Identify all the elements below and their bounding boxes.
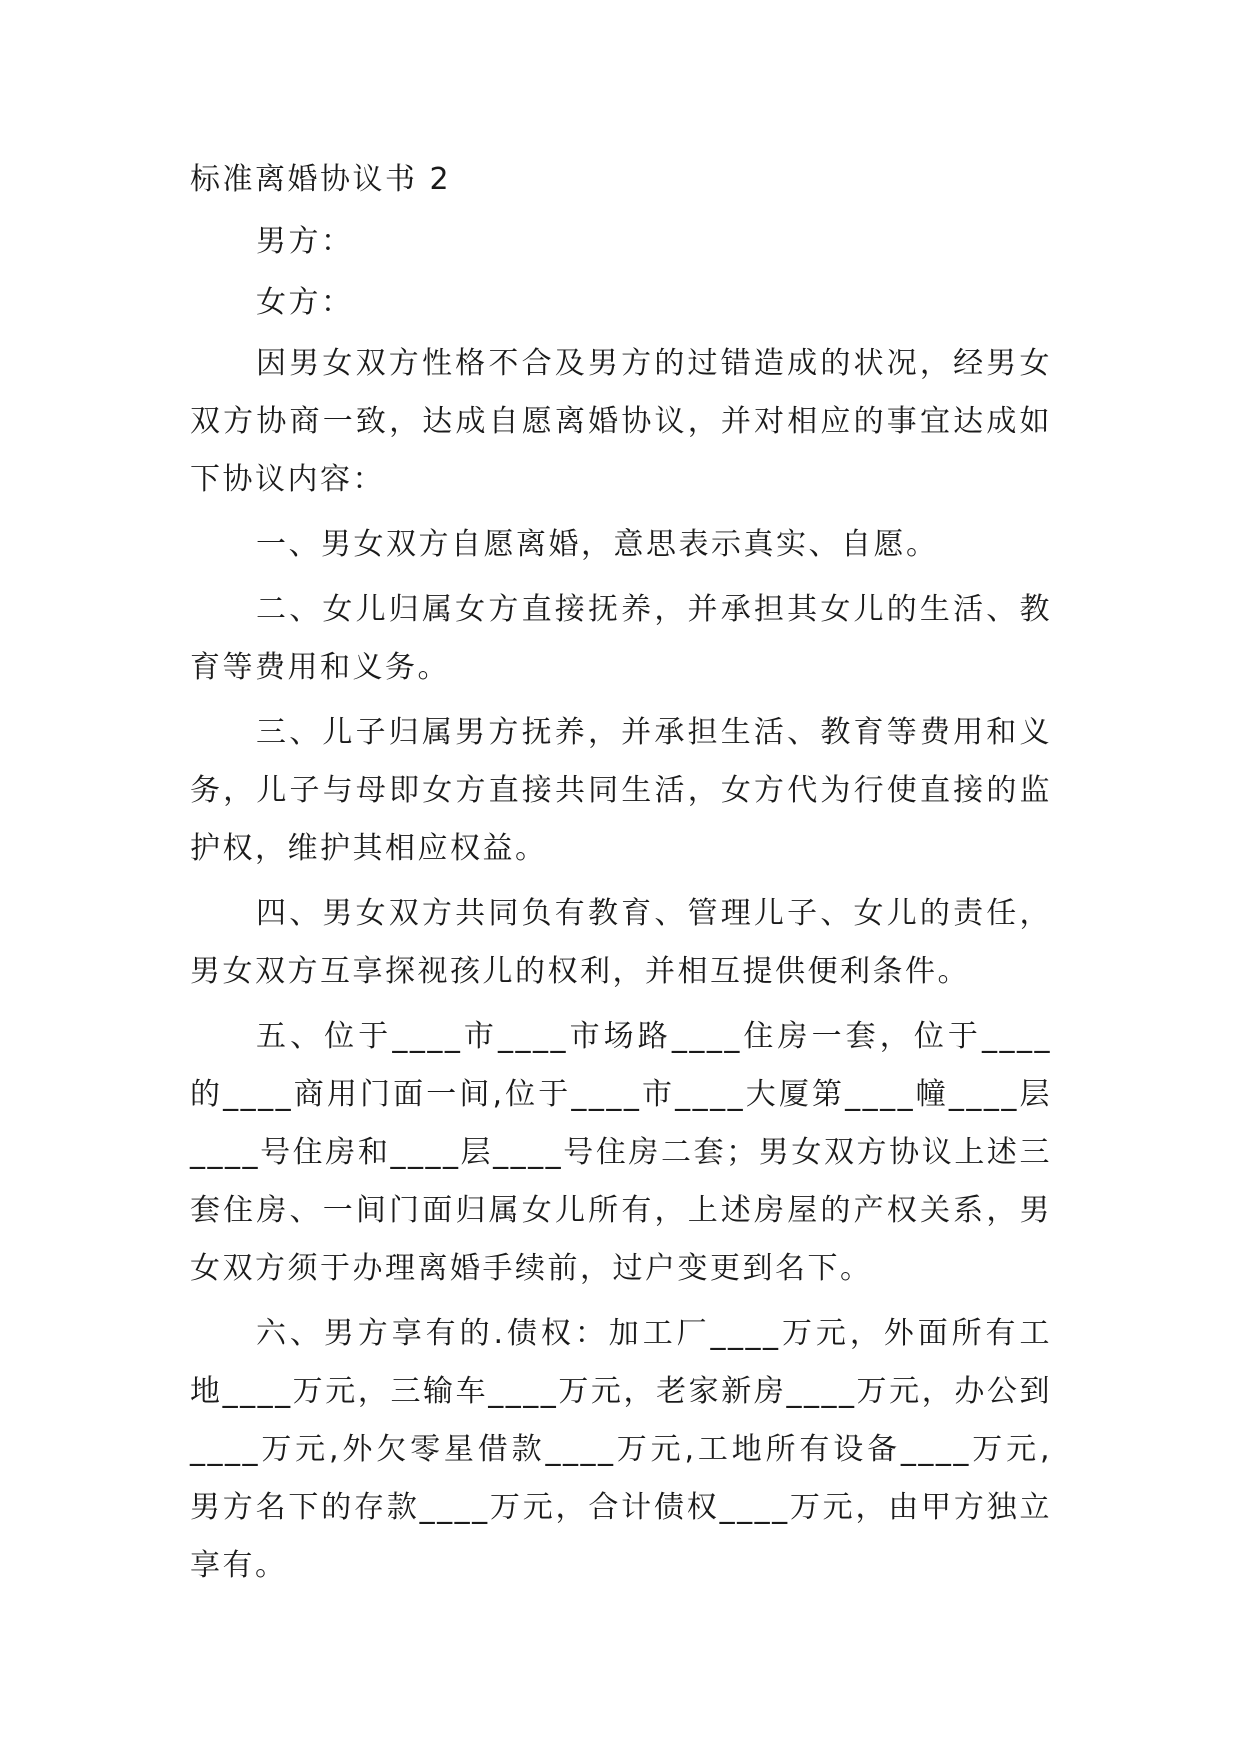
party-male-line: 男方： (256, 224, 354, 259)
document-title: 标准离婚协议书 2 (190, 162, 452, 197)
clause-2: 二、女儿归属女方直接抚养，并承担其女儿的生活、教育等费用和义务。 (190, 592, 1052, 685)
clause-4: 四、男女双方共同负有教育、管理儿子、女儿的责任，男女双方互享探视孩儿的权利，并相互提供便利条件。 (190, 896, 1052, 989)
clause-5: 五、位于____市____市场路____住房一套，位于____的____商用门面一间,位于____市____大厦第____幢____层____号住房和____层____号住房二套；男女双方协议上述三套住房、一间门面归属女儿所有，上述房屋的产权关系，男女双方须于办理离婚手续前，过户变更到名下。 (190, 1019, 1052, 1286)
party-female-line: 女方： (256, 285, 354, 320)
clause-6: 六、男方享有的.债权：加工厂____万元，外面所有工地____万元，三输车____万元，老家新房____万元，办公到____万元,外欠零星借款____万元,工地所有设备____万元,男方名下的存款____万元，合计债权____万元，由甲方独立享有。 (190, 1316, 1052, 1583)
preamble-paragraph: 因男女双方性格不合及男方的过错造成的状况，经男女双方协商一致，达成自愿离婚协议，并对相应的事宜达成如下协议内容： (190, 346, 1052, 497)
clause-1: 一、男女双方自愿离婚，意思表示真实、自愿。 (256, 527, 939, 562)
document-page (190, 155, 1052, 1602)
clause-3: 三、儿子归属男方抚养，并承担生活、教育等费用和义务，儿子与母即女方直接共同生活，女方代为行使直接的监护权，维护其相应权益。 (190, 715, 1052, 866)
